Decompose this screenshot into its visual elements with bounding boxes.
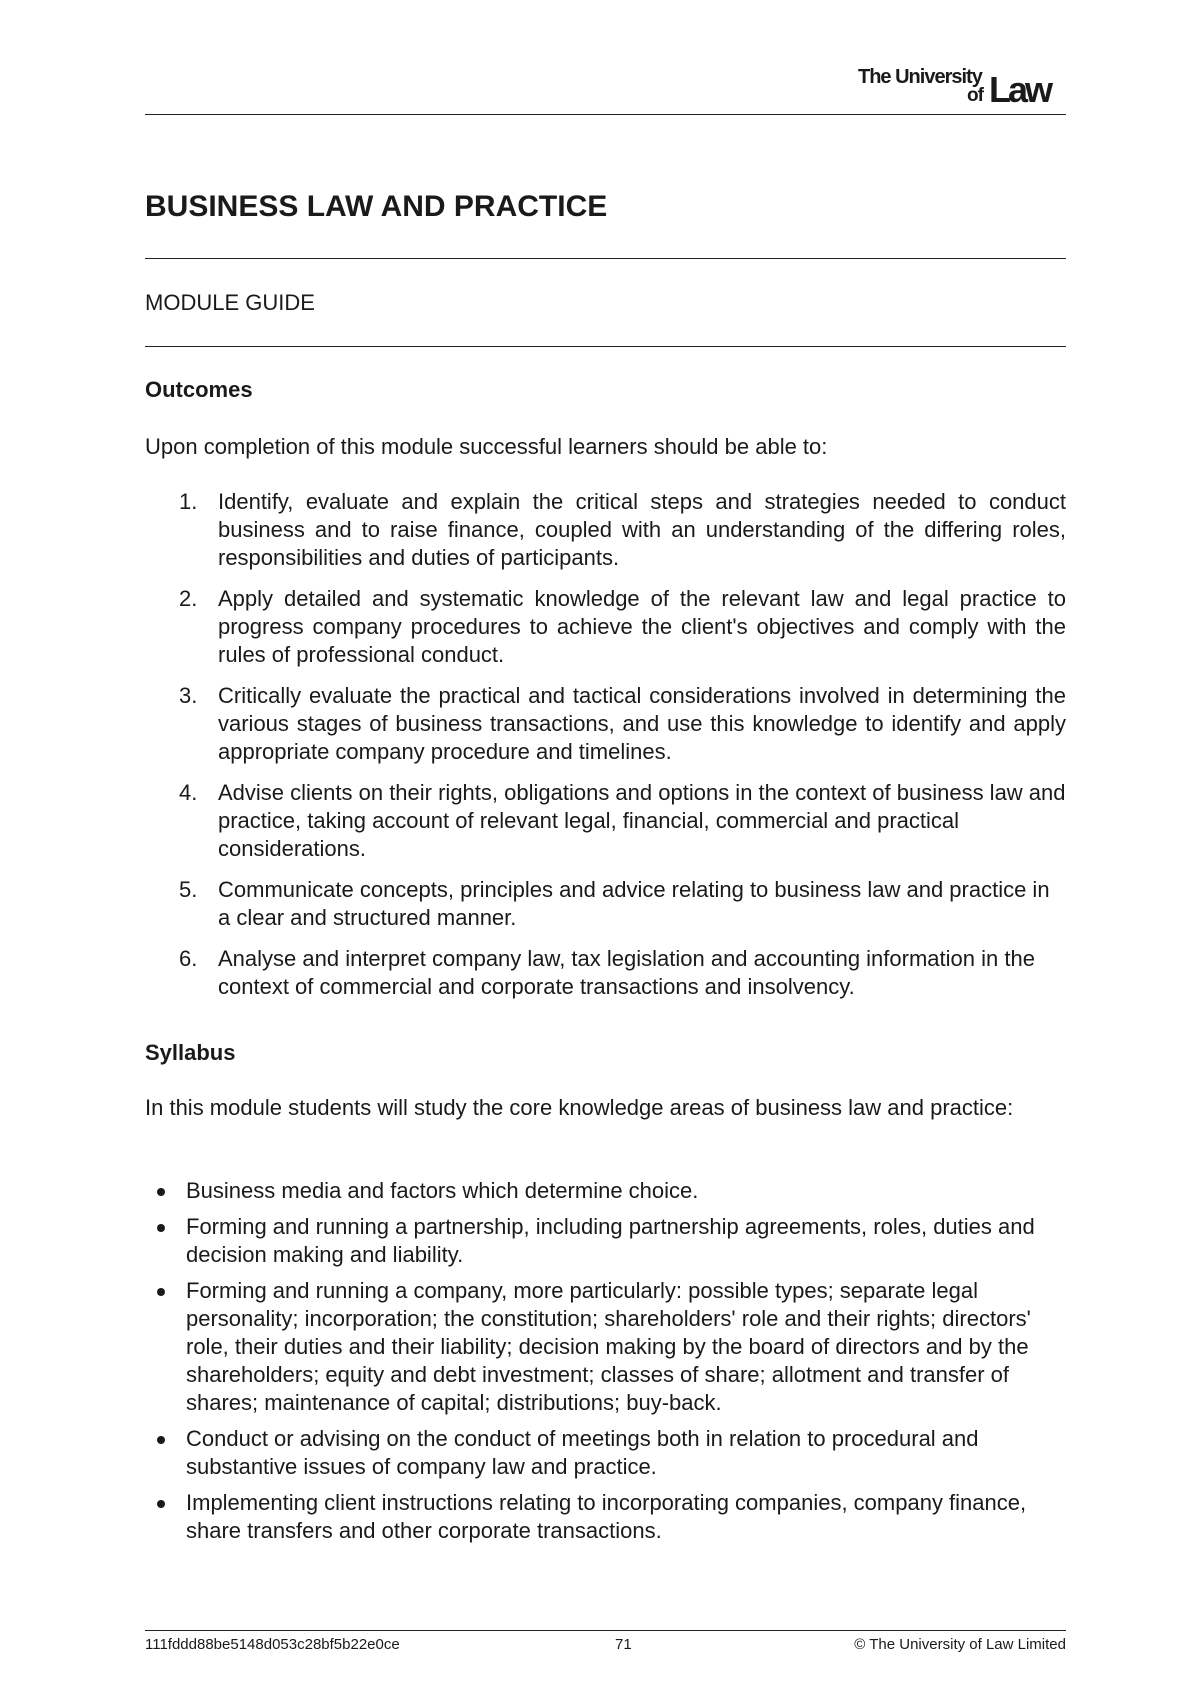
logo-line-3: Law (989, 69, 1051, 110)
bullet-icon (157, 1288, 165, 1296)
outcome-item (145, 779, 1066, 863)
bullet-icon (157, 1224, 165, 1232)
syllabus-item (145, 1425, 1066, 1481)
syllabus-item (145, 1489, 1066, 1545)
logo-line-2: of (967, 85, 983, 106)
syllabus-item (145, 1177, 1066, 1205)
outcome-item (145, 945, 1066, 1001)
footer-rule (145, 1630, 1066, 1631)
outcome-item (145, 682, 1066, 766)
document-title: BUSINESS LAW AND PRACTICE (145, 190, 608, 223)
outcomes-heading: Outcomes (145, 377, 253, 402)
syllabus-list (145, 1177, 1066, 1553)
header-rule (145, 114, 1066, 115)
outcome-number: 1. (179, 489, 198, 514)
syllabus-item-text: Conduct or advising on the conduct of meetings both in relation to procedural and substantive issues of company law and practice. (186, 1426, 979, 1479)
outcome-number: 2. (179, 586, 198, 611)
outcome-number: 3. (179, 683, 198, 708)
outcome-number: 5. (179, 877, 198, 902)
bullet-icon (157, 1188, 165, 1196)
university-of-law-logo (858, 66, 1068, 108)
outcome-number: 4. (179, 780, 198, 805)
syllabus-item-text: Implementing client instructions relating to incorporating companies, company finance, share transfers and other corporate transactions. (186, 1490, 1027, 1543)
outcome-item (145, 488, 1066, 572)
syllabus-item (145, 1277, 1066, 1417)
logo-line-1: The University (858, 66, 982, 88)
syllabus-item-text: Forming and running a partnership, including partnership agreements, roles, duties and decision making and liability. (186, 1214, 1035, 1267)
outcome-item (145, 585, 1066, 669)
title-rule (145, 258, 1066, 259)
outcome-text: Critically evaluate the practical and tactical considerations involved in determining the various stages of business transactions, and use this knowledge to identify and apply appropriate company procedure and timelines. (218, 683, 1066, 764)
footer-doc-id: 111fddd88be5148d053c28bf5b22e0ce (145, 1636, 400, 1653)
outcomes-intro: Upon completion of this module successful learners should be able to: (145, 434, 828, 459)
syllabus-item (145, 1213, 1066, 1269)
outcome-text: Advise clients on their rights, obligations and options in the context of business law and practice, taking account of relevant legal, financial, commercial and practical considerations. (218, 780, 1066, 861)
syllabus-item-text: Business media and factors which determine choice. (186, 1178, 699, 1203)
footer-copyright: © The University of Law Limited (854, 1636, 1066, 1653)
outcome-number: 6. (179, 946, 198, 971)
syllabus-item-text: Forming and running a company, more particularly: possible types; separate legal personality; incorporation; the constitution; shareholders' role and their rights; directors' role, their duties and their liability; decision making by the board of directors and by the shareholders; equity and debt investment; classes of share; allotment and transfer of shares; maintenance of capital; distributions; buy-back. (186, 1278, 1031, 1415)
document-subtitle: MODULE GUIDE (145, 290, 315, 315)
bullet-icon (157, 1500, 165, 1508)
outcomes-list (145, 488, 1066, 1014)
bullet-icon (157, 1436, 165, 1444)
syllabus-intro: In this module students will study the core knowledge areas of business law and practice: (145, 1095, 1014, 1120)
outcome-text: Analyse and interpret company law, tax legislation and accounting information in the context of commercial and corporate transactions and insolvency. (218, 946, 1035, 999)
subtitle-rule (145, 346, 1066, 347)
outcome-text: Communicate concepts, principles and advice relating to business law and practice in a clear and structured manner. (218, 877, 1050, 930)
footer-page-number: 71 (615, 1636, 632, 1653)
outcome-item (145, 876, 1066, 932)
outcome-text: Apply detailed and systematic knowledge of the relevant law and legal practice to progress company procedures to achieve the client's objectives and comply with the rules of professional conduct. (218, 586, 1066, 667)
outcome-text: Identify, evaluate and explain the critical steps and strategies needed to conduct business and to raise finance, coupled with an understanding of the differing roles, responsibilities and duties of participants. (218, 489, 1066, 570)
syllabus-heading: Syllabus (145, 1040, 236, 1065)
